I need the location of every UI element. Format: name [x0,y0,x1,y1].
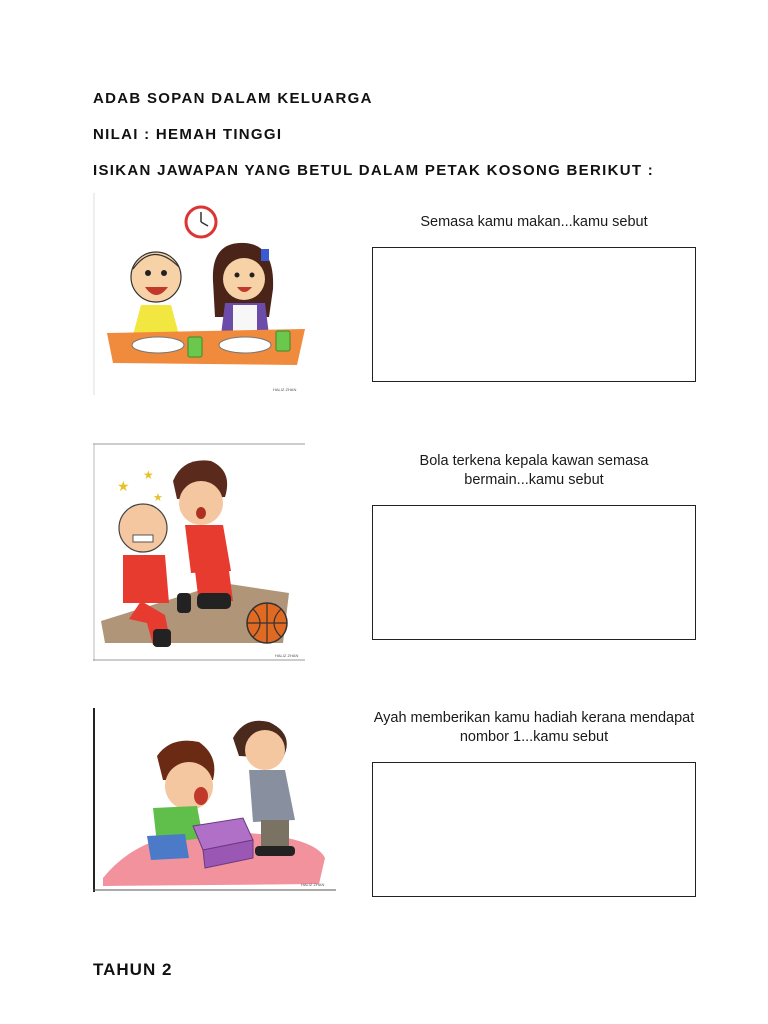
svg-text:★: ★ [153,491,163,504]
svg-text:HALIZ ZHAN: HALIZ ZHAN [275,653,299,658]
svg-text:HALIZ ZHAN: HALIZ ZHAN [273,387,297,392]
instruction: ISIKAN JAWAPAN YANG BETUL DALAM PETAK KOSONG BERIKUT : [93,162,655,179]
grade-label: TAHUN 2 [93,960,173,979]
answer-box-2[interactable] [372,505,696,640]
basketball-accident-illustration [93,443,305,661]
svg-text:★: ★ [143,468,154,482]
svg-text:★: ★ [117,479,130,495]
question-1-text: Semasa kamu makan...kamu sebut [420,214,648,230]
answer-box-1[interactable] [372,247,696,382]
answer-box-3[interactable] [372,762,696,897]
children-eating-illustration [93,193,305,395]
svg-text:HALIZ ZHAN: HALIZ ZHAN [301,882,325,887]
question-3-text: Ayah memberikan kamu hadiah kerana mendapat nombor 1...kamu sebut [373,710,695,745]
value-label: NILAI : HEMAH TINGGI [93,126,283,143]
worksheet-title: ADAB SOPAN DALAM KELUARGA [93,90,373,107]
receiving-gift-illustration [93,708,336,892]
question-2-text: Bola terkena kepala kawan semasa bermain...kamu sebut [419,453,649,488]
